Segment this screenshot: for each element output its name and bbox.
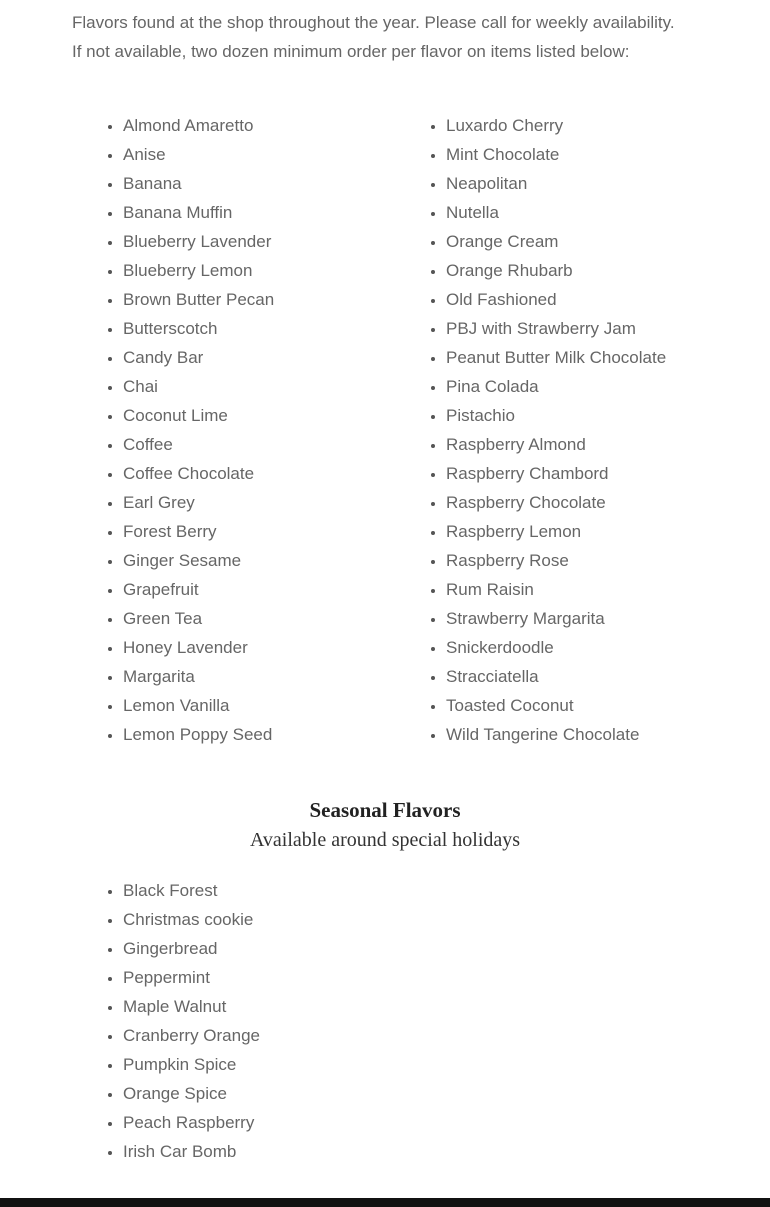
flavor-item-right: • Old Fashioned: [446, 285, 666, 314]
seasonal-flavor-item: • Christmas cookie: [123, 905, 260, 934]
flavor-item-right: • Raspberry Chambord: [446, 459, 666, 488]
seasonal-flavor-item: • Pumpkin Spice: [123, 1050, 260, 1079]
flavor-item-left: • Coconut Lime: [123, 401, 274, 430]
flavor-item-right: • Neapolitan: [446, 169, 666, 198]
flavor-item-left: • Blueberry Lavender: [123, 227, 274, 256]
flavor-item-right: • Orange Cream: [446, 227, 666, 256]
flavor-item-right: • Wild Tangerine Chocolate: [446, 720, 666, 749]
flavor-item-left: • Almond Amaretto: [123, 111, 274, 140]
flavor-item-left: • Honey Lavender: [123, 633, 274, 662]
flavor-item-right: • Nutella: [446, 198, 666, 227]
seasonal-flavor-item: • Peach Raspberry: [123, 1108, 260, 1137]
flavor-item-right: • Pistachio: [446, 401, 666, 430]
seasonal-flavor-item: • Maple Walnut: [123, 992, 260, 1021]
flavor-item-left: • Coffee: [123, 430, 274, 459]
flavor-item-right: • Raspberry Lemon: [446, 517, 666, 546]
flavor-item-left: • Lemon Poppy Seed: [123, 720, 274, 749]
flavor-item-right: • Mint Chocolate: [446, 140, 666, 169]
flavor-item-left: • Margarita: [123, 662, 274, 691]
flavor-item-left: • Banana: [123, 169, 274, 198]
seasonal-flavors-title: Seasonal Flavors: [309, 798, 461, 822]
footer-bar: [0, 1198, 770, 1207]
flavor-item-left: • Green Tea: [123, 604, 274, 633]
seasonal-flavor-item: • Gingerbread: [123, 934, 260, 963]
flavor-item-left: • Ginger Sesame: [123, 546, 274, 575]
flavor-item-right: • Raspberry Rose: [446, 546, 666, 575]
flavor-item-left: • Forest Berry: [123, 517, 274, 546]
flavor-item-left: • Candy Bar: [123, 343, 274, 372]
flavor-item-right: • Luxardo Cherry: [446, 111, 666, 140]
flavor-item-right: • Toasted Coconut: [446, 691, 666, 720]
flavor-item-right: • Raspberry Chocolate: [446, 488, 666, 517]
seasonal-flavor-item: • Irish Car Bomb: [123, 1137, 260, 1166]
flavor-item-left: • Butterscotch: [123, 314, 274, 343]
flavor-item-left: • Earl Grey: [123, 488, 274, 517]
year-round-flavors-left-list: [103, 111, 274, 749]
seasonal-flavors-list: [103, 876, 260, 1166]
flavor-item-right: • Stracciatella: [446, 662, 666, 691]
flavor-item-right: • Pina Colada: [446, 372, 666, 401]
flavor-item-left: • Brown Butter Pecan: [123, 285, 274, 314]
seasonal-flavors-subtitle: Available around special holidays: [249, 829, 521, 851]
flavor-item-right: • Strawberry Margarita: [446, 604, 666, 633]
intro-line-availability: Flavors found at the shop throughout the year. Please call for weekly availability.: [72, 13, 675, 32]
seasonal-flavor-item: • Cranberry Orange: [123, 1021, 260, 1050]
seasonal-flavor-item: • Black Forest: [123, 876, 260, 905]
intro-line-minimum-order: If not available, two dozen minimum order per flavor on items listed below:: [72, 42, 630, 61]
seasonal-flavor-item: • Peppermint: [123, 963, 260, 992]
flavor-item-left: • Grapefruit: [123, 575, 274, 604]
flavor-item-right: • Peanut Butter Milk Chocolate: [446, 343, 666, 372]
flavor-item-right: • PBJ with Strawberry Jam: [446, 314, 666, 343]
flavor-item-left: • Blueberry Lemon: [123, 256, 274, 285]
flavor-item-left: • Coffee Chocolate: [123, 459, 274, 488]
flavor-item-right: • Snickerdoodle: [446, 633, 666, 662]
intro-text: [72, 8, 712, 66]
flavor-item-left: • Banana Muffin: [123, 198, 274, 227]
flavor-item-right: • Rum Raisin: [446, 575, 666, 604]
flavor-item-right: • Raspberry Almond: [446, 430, 666, 459]
year-round-flavors-right-list: [426, 111, 666, 749]
flavor-item-left: • Chai: [123, 372, 274, 401]
flavor-item-right: • Orange Rhubarb: [446, 256, 666, 285]
flavor-item-left: • Anise: [123, 140, 274, 169]
seasonal-flavor-item: • Orange Spice: [123, 1079, 260, 1108]
flavor-item-left: • Lemon Vanilla: [123, 691, 274, 720]
